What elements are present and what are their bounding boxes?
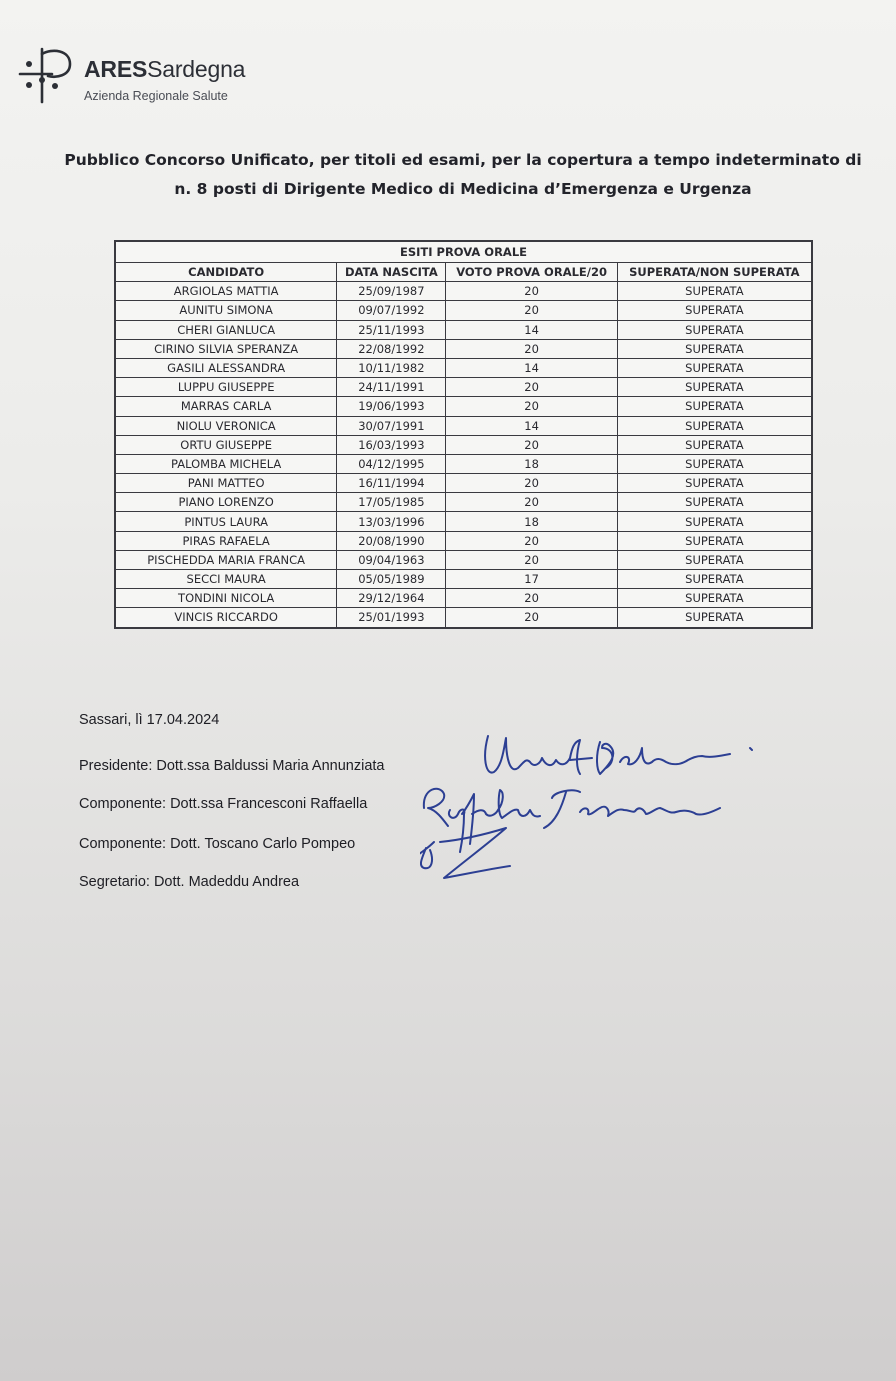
table-row xyxy=(116,512,812,531)
cell-oral-score: 20 xyxy=(446,282,617,301)
cell-outcome: SUPERATA xyxy=(617,378,811,397)
table-caption: ESITI PROVA ORALE xyxy=(116,242,812,263)
cell-birth-date: 25/01/1993 xyxy=(337,608,446,627)
cell-birth-date: 16/03/1993 xyxy=(337,435,446,454)
cell-outcome: SUPERATA xyxy=(617,493,811,512)
cell-oral-score: 20 xyxy=(446,397,617,416)
cell-outcome: SUPERATA xyxy=(617,550,811,569)
title-line-2: n. 8 posti di Dirigente Medico di Medicina d’Emergenza e Urgenza xyxy=(174,180,752,198)
table-row xyxy=(116,320,812,339)
brand-subtitle: Azienda Regionale Salute xyxy=(84,89,228,103)
cell-birth-date: 10/11/1982 xyxy=(337,358,446,377)
table-row xyxy=(116,454,812,473)
cell-candidate: CIRINO SILVIA SPERANZA xyxy=(116,339,337,358)
cell-candidate: PINTUS LAURA xyxy=(116,512,337,531)
cell-candidate: PALOMBA MICHELA xyxy=(116,454,337,473)
cell-outcome: SUPERATA xyxy=(617,435,811,454)
cell-birth-date: 25/09/1987 xyxy=(337,282,446,301)
cell-candidate: TONDINI NICOLA xyxy=(116,589,337,608)
cell-candidate: PISCHEDDA MARIA FRANCA xyxy=(116,550,337,569)
cell-birth-date: 29/12/1964 xyxy=(337,589,446,608)
cell-outcome: SUPERATA xyxy=(617,320,811,339)
member-line-1: Componente: Dott.ssa Francesconi Raffaella xyxy=(79,796,368,812)
cell-candidate: LUPPU GIUSEPPE xyxy=(116,378,337,397)
cell-outcome: SUPERATA xyxy=(617,531,811,550)
cell-birth-date: 19/06/1993 xyxy=(337,397,446,416)
cell-candidate: PANI MATTEO xyxy=(116,474,337,493)
organization-logo xyxy=(18,46,278,106)
table-row xyxy=(116,531,812,550)
table-header-row xyxy=(116,263,812,282)
cell-candidate: SECCI MAURA xyxy=(116,570,337,589)
cell-candidate: CHERI GIANLUCA xyxy=(116,320,337,339)
header-oral-score: VOTO PROVA ORALE/20 xyxy=(446,263,617,282)
cell-birth-date: 30/07/1991 xyxy=(337,416,446,435)
cell-birth-date: 04/12/1995 xyxy=(337,454,446,473)
cell-outcome: SUPERATA xyxy=(617,339,811,358)
cell-candidate: AUNITU SIMONA xyxy=(116,301,337,320)
cell-outcome: SUPERATA xyxy=(617,589,811,608)
cell-oral-score: 14 xyxy=(446,320,617,339)
table-row xyxy=(116,416,812,435)
document-title xyxy=(40,146,886,204)
cell-oral-score: 20 xyxy=(446,435,617,454)
cell-oral-score: 17 xyxy=(446,570,617,589)
brand-name-rest: Sardegna xyxy=(147,56,246,82)
cell-candidate: MARRAS CARLA xyxy=(116,397,337,416)
cell-birth-date: 09/04/1963 xyxy=(337,550,446,569)
cell-candidate: GASILI ALESSANDRA xyxy=(116,358,337,377)
cell-outcome: SUPERATA xyxy=(617,608,811,627)
cell-oral-score: 20 xyxy=(446,493,617,512)
cell-candidate: NIOLU VERONICA xyxy=(116,416,337,435)
cell-candidate: PIRAS RAFAELA xyxy=(116,531,337,550)
cell-oral-score: 20 xyxy=(446,474,617,493)
cell-candidate: ORTU GIUSEPPE xyxy=(116,435,337,454)
cell-birth-date: 24/11/1991 xyxy=(337,378,446,397)
cell-candidate: VINCIS RICCARDO xyxy=(116,608,337,627)
president-line: Presidente: Dott.ssa Baldussi Maria Annunziata xyxy=(79,758,385,774)
table-row xyxy=(116,493,812,512)
cell-oral-score: 20 xyxy=(446,339,617,358)
cell-birth-date: 17/05/1985 xyxy=(337,493,446,512)
header-birth-date: DATA NASCITA xyxy=(337,263,446,282)
cell-oral-score: 20 xyxy=(446,550,617,569)
table-row xyxy=(116,282,812,301)
cell-birth-date: 09/07/1992 xyxy=(337,301,446,320)
cell-oral-score: 18 xyxy=(446,512,617,531)
ares-logo-icon xyxy=(18,46,76,106)
table-row xyxy=(116,339,812,358)
table-row xyxy=(116,608,812,627)
cell-oral-score: 18 xyxy=(446,454,617,473)
signatures-handwritten xyxy=(420,718,780,918)
cell-oral-score: 14 xyxy=(446,358,617,377)
cell-outcome: SUPERATA xyxy=(617,416,811,435)
table-body xyxy=(116,282,812,627)
cell-outcome: SUPERATA xyxy=(617,358,811,377)
cell-outcome: SUPERATA xyxy=(617,570,811,589)
cell-outcome: SUPERATA xyxy=(617,454,811,473)
cell-outcome: SUPERATA xyxy=(617,301,811,320)
table-row xyxy=(116,589,812,608)
cell-oral-score: 14 xyxy=(446,416,617,435)
cell-oral-score: 20 xyxy=(446,608,617,627)
secretary-line: Segretario: Dott. Madeddu Andrea xyxy=(79,874,300,890)
member2-signature xyxy=(420,828,510,878)
header-outcome: SUPERATA/NON SUPERATA xyxy=(617,263,811,282)
results-table-container xyxy=(114,240,813,629)
cell-birth-date: 22/08/1992 xyxy=(337,339,446,358)
brand-name-bold: ARES xyxy=(84,56,148,82)
cell-outcome: SUPERATA xyxy=(617,474,811,493)
cell-birth-date: 16/11/1994 xyxy=(337,474,446,493)
member-line-2: Componente: Dott. Toscano Carlo Pompeo xyxy=(79,836,356,852)
header-candidate: CANDIDATO xyxy=(116,263,337,282)
cell-oral-score: 20 xyxy=(446,589,617,608)
table-row xyxy=(116,570,812,589)
place-date: Sassari, lì 17.04.2024 xyxy=(79,712,220,728)
cell-outcome: SUPERATA xyxy=(617,282,811,301)
cell-oral-score: 20 xyxy=(446,301,617,320)
cell-birth-date: 25/11/1993 xyxy=(337,320,446,339)
table-row xyxy=(116,435,812,454)
cell-outcome: SUPERATA xyxy=(617,512,811,531)
cell-birth-date: 13/03/1996 xyxy=(337,512,446,531)
brand-name xyxy=(84,56,245,83)
cell-birth-date: 05/05/1989 xyxy=(337,570,446,589)
member1-signature xyxy=(424,789,720,852)
table-row xyxy=(116,550,812,569)
cell-oral-score: 20 xyxy=(446,378,617,397)
results-table xyxy=(115,241,812,628)
table-row xyxy=(116,378,812,397)
table-row xyxy=(116,301,812,320)
title-line-1: Pubblico Concorso Unificato, per titoli ed esami, per la copertura a tempo indeterminato di xyxy=(64,151,862,169)
cell-oral-score: 20 xyxy=(446,531,617,550)
table-row xyxy=(116,474,812,493)
table-row xyxy=(116,358,812,377)
cell-candidate: PIANO LORENZO xyxy=(116,493,337,512)
cell-outcome: SUPERATA xyxy=(617,397,811,416)
president-signature xyxy=(485,736,752,774)
table-row xyxy=(116,397,812,416)
cell-candidate: ARGIOLAS MATTIA xyxy=(116,282,337,301)
cell-birth-date: 20/08/1990 xyxy=(337,531,446,550)
